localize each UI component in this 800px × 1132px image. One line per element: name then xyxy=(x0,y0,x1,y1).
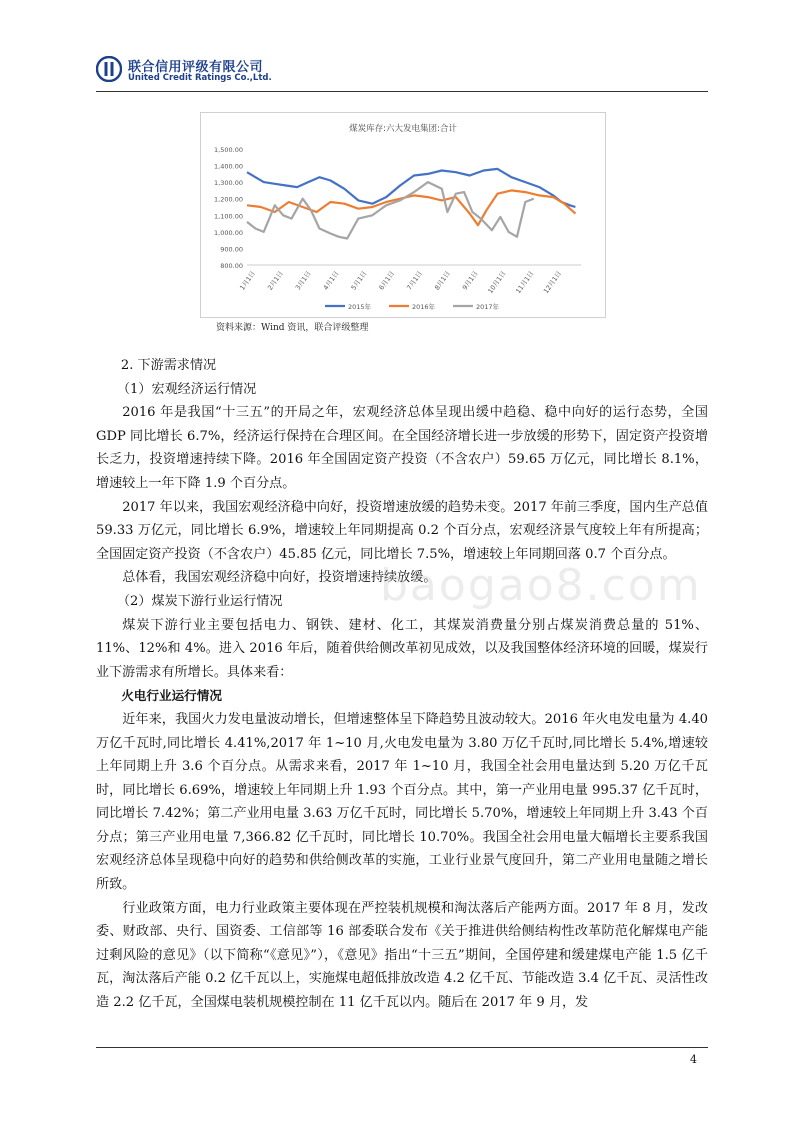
paragraph: 行业政策方面，电力行业政策主要体现在严控装机规模和淘汰落后产能两方面。2017 年 8 月，发改委、财政部、央行、国资委、工信部等 16 部委联合发布《关于推进供给侧结构性改革防范化解煤电产能过剩风险的意见》（以下简称“《意见》”），《意见》指出“十三五”期间，全国停建和缓建煤电产能 1.5 亿千瓦，淘汰落后产能 0.2 亿千瓦以上，实施煤电超低排放改造 4.2 亿千瓦、节能改造 3.4 亿千瓦、灵活性改造 2.2 亿千瓦，全国煤电装机规模控制在 11 亿千瓦以内。随后在 2017 年 9 月，发 xyxy=(96,900,708,1011)
y-tick-label: 1,400.00 xyxy=(214,162,243,171)
x-tick-label: 1月1日 xyxy=(238,269,257,292)
paragraph: 2017 年以来，我国宏观经济稳中向好，投资增速放缓的趋势未变。2017 年前三季度，国内生产总值 59.33 万亿元，同比增长 6.9%，增速较上年同期提高 0.2 个百分点，宏观经济景气度较上年有所提高；全国固定资产投资（不含农户）45.85 亿元，同比增长 7.5%，增速较上年同期回落 0.7 个百分点。 xyxy=(96,499,708,562)
series-line-2 xyxy=(247,190,575,225)
heading-thermal-power: 火电行业运行情况 xyxy=(121,688,222,704)
company-logo-icon xyxy=(96,56,122,82)
footer-divider xyxy=(96,1047,708,1048)
legend-label: 2015年 xyxy=(348,303,372,311)
y-tick-label: 1,300.00 xyxy=(214,179,243,188)
y-tick-label: 1,000.00 xyxy=(214,228,243,237)
watermark: baogao8.com xyxy=(380,560,702,611)
x-tick-label: 9月1日 xyxy=(460,269,480,292)
paragraph: 近年来，我国火力发电量波动增长，但增速整体呈下降趋势且波动较大。2016 年火电发电量为 4.40 万亿千瓦时,同比增长 4.41%,2017 年 1~10 月,火电发电量为 3.80 万亿千瓦时,同比增长 5.4%,增速较上年同期上升 3.6 个百分点。从需求来看，2017 年 1~10 月，我国全社会用电量达到 5.20 万亿千瓦时，同比增长 6.69%，增速较上年同期上升 1.93 个百分点。其中，第一产业用电量 995.37 亿千瓦时，同比增长 7.42%；第二产业用电量 3.63 万亿千瓦时，同比增长 5.70%，增速较上年同期上升 3.43 个百分点；第三产业用电量 7,366.82 亿千瓦时，同比增长 10.70%。我国全社会用电量大幅增长主要系我国宏观经济总体呈现稳中向好的趋势和供给侧改革的实施，工业行业景气度回升，第二产业用电量随之增长所致。 xyxy=(96,711,708,893)
series-line-3 xyxy=(247,182,534,238)
y-tick-label: 900.00 xyxy=(220,245,243,254)
x-tick-label: 4月1日 xyxy=(321,269,341,292)
x-tick-label: 10月1日 xyxy=(486,269,508,295)
company-name-cn: 联合信用评级有限公司 xyxy=(128,60,264,75)
x-tick-label: 5月1日 xyxy=(349,269,369,292)
x-tick-label: 2月1日 xyxy=(266,269,285,292)
paragraph: 总体看，我国宏观经济稳中向好，投资增速持续放缓。 xyxy=(122,570,437,586)
x-tick-label: 6月1日 xyxy=(377,269,397,292)
y-tick-label: 1,500.00 xyxy=(214,146,243,154)
section-heading-downstream: 2. 下游需求情况 xyxy=(120,358,217,373)
legend-label: 2017年 xyxy=(476,303,500,311)
x-tick-label: 3月1日 xyxy=(293,269,313,292)
page-header xyxy=(96,56,708,92)
chart-svg xyxy=(201,113,605,317)
chart-title: 煤炭库存:六大发电集团:合计 xyxy=(349,124,457,134)
chart-source-note: 资料来源：Wind 资讯，联合评级整理 xyxy=(216,323,369,333)
subsection-heading-macro: （1）宏观经济运行情况 xyxy=(116,381,257,397)
page-number: 4 xyxy=(690,1053,697,1066)
y-tick-label: 1,200.00 xyxy=(214,195,243,204)
legend-label: 2016年 xyxy=(412,303,436,311)
y-tick-label: 1,100.00 xyxy=(214,212,243,221)
paragraph: 煤炭下游行业主要包括电力、钢铁、建材、化工，其煤炭消费量分别占煤炭消费总量的 51%、11%、12%和 4%。进入 2016 年后，随着供给侧改革初见成效，以及我国整体经济环境的回暖，煤炭行业下游需求有所增长。具体来看： xyxy=(96,617,708,680)
y-tick-label: 800.00 xyxy=(220,262,243,270)
header-divider xyxy=(96,91,708,92)
x-tick-label: 8月1日 xyxy=(433,269,452,292)
company-name-en: United Credit Ratings Co.,Ltd. xyxy=(128,73,272,83)
x-tick-label: 11月1日 xyxy=(514,269,536,295)
paragraph: 2016 年是我国“十三五”的开局之年，宏观经济总体呈现出缓中趋稳、稳中向好的运行态势，全国 GDP 同比增长 6.7%，经济运行保持在合理区间。在全国经济增长进一步放缓的形势下，固定资产投资增长乏力，投资增速持续下降。2016 年全国固定资产投资（不含农户）59.65 万亿元，同比增长 8.1%，增速较上一年下降 1.9 个百分点。 xyxy=(96,405,708,491)
x-tick-label: 7月1日 xyxy=(405,269,424,292)
coal-inventory-chart xyxy=(200,112,606,318)
x-tick-label: 12月1日 xyxy=(542,269,564,295)
subsection-heading-downstream: （2）煤炭下游行业运行情况 xyxy=(116,593,283,609)
body-text xyxy=(96,354,708,1015)
